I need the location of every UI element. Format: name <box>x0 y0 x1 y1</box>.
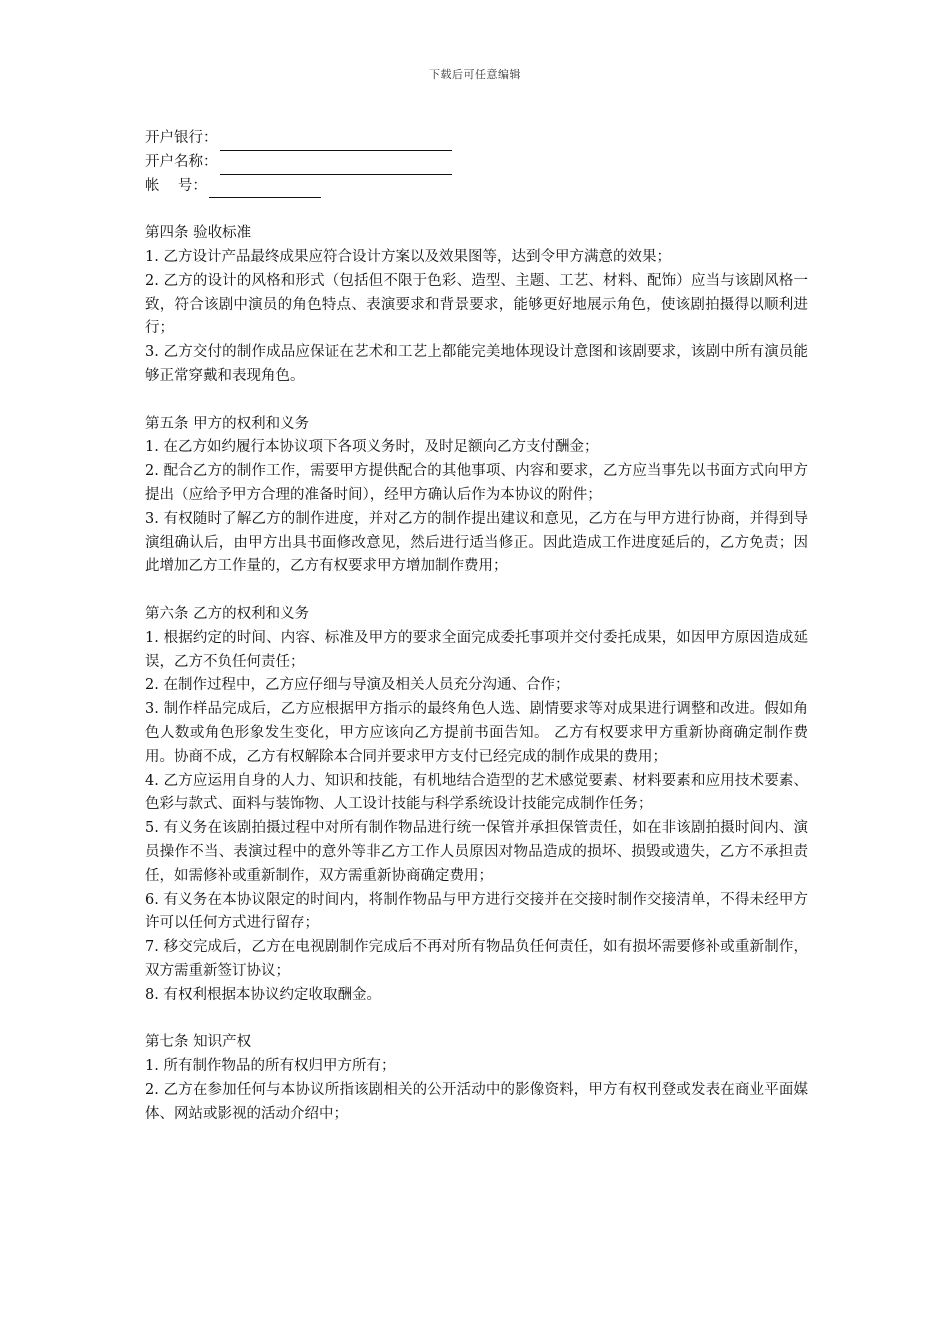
bank-name-blank[interactable] <box>220 133 452 151</box>
clause-item: 5. 有义务在该剧拍摄过程中对所有制作物品进行统一保管并承担保管责任，如在非该剧拍摄时间内、演员操作不当、表演过程中的意外等非乙方工作人员原因对物品造成的损坏、损毁或遗失，乙方不承担责任，如需修补或重新制作，双方需重新协商确定费用； <box>145 820 808 884</box>
account-number-field <box>145 175 808 199</box>
spacer <box>145 579 808 603</box>
section-intellectual-property <box>145 1031 808 1126</box>
section-party-b-rights <box>145 603 808 1008</box>
account-name-label: 开户名称： <box>145 153 218 170</box>
section-title: 第七条 知识产权 <box>145 1034 252 1051</box>
clause-item: 6. 有义务在本协议限定的时间内，将制作物品与甲方进行交接并在交接时制作交接清单，不得未经甲方许可以任何方式进行留存； <box>145 891 808 932</box>
account-number-label: 帐 号： <box>145 177 207 194</box>
spacer <box>145 198 808 222</box>
clause-item: 1. 根据约定的时间、内容、标准及甲方的要求全面完成委托事项并交付委托成果，如因甲方原因造成延误，乙方不负任何责任； <box>145 629 808 670</box>
clause-item: 8. 有权利根据本协议约定收取酬金。 <box>145 986 381 1003</box>
clause-item: 4. 乙方应运用自身的人力、知识和技能，有机地结合造型的艺术感觉要素、材料要素和应用技术要素、色彩与款式、面料与装饰物、人工设计技能与科学系统设计技能完成制作任务； <box>145 772 808 813</box>
clause-item: 1. 在乙方如约履行本协议项下各项义务时，及时足额向乙方支付酬金； <box>145 439 599 456</box>
clause-item: 3. 制作样品完成后，乙方应根据甲方指示的最终角色人选、剧情要求等对成果进行调整和改进。假如角色人数或角色形象发生变化，甲方应该向乙方提前书面告知。 乙方有权要求甲方重新协商确定制作费用。协商不成，乙方有权解除本合同并要求甲方支付已经完成的制作成果的费用； <box>145 701 808 765</box>
section-title: 第六条 乙方的权利和义务 <box>145 605 310 622</box>
section-party-a-rights <box>145 413 808 580</box>
section-title: 第四条 验收标准 <box>145 225 252 242</box>
bank-name-field <box>145 127 808 151</box>
clause-item: 7. 移交完成后，乙方在电视剧制作完成后不再对所有物品负任何责任，如有损坏需要修补或重新制作，双方需重新签订协议； <box>145 939 808 979</box>
account-name-blank[interactable] <box>220 157 452 175</box>
clause-item: 2. 配合乙方的制作工作，需要甲方提供配合的其他事项、内容和要求，乙方应当事先以书面方式向甲方提出（应给予甲方合理的准备时间），经甲方确认后作为本协议的附件； <box>145 463 808 503</box>
clause-item: 2. 乙方的设计的风格和形式（包括但不限于色彩、造型、主题、工艺、材料、配饰）应当与该剧风格一致，符合该剧中演员的角色特点、表演要求和背景要求，能够更好地展示角色，使该剧拍摄得以顺利进行； <box>145 272 808 337</box>
spacer <box>145 1007 808 1031</box>
clause-item: 3. 乙方交付的制作成品应保证在艺术和工艺上都能完美地体现设计意图和该剧要求，该剧中所有演员能够正常穿戴和表现角色。 <box>145 344 808 384</box>
clause-item: 2. 乙方在参加任何与本协议所指该剧相关的公开活动中的影像资料，甲方有权刊登或发表在商业平面媒体、网站或影视的活动介绍中； <box>145 1081 808 1122</box>
clause-item: 1. 乙方设计产品最终成果应符合设计方案以及效果图等，达到令甲方满意的效果； <box>145 248 671 265</box>
section-acceptance-standards <box>145 222 808 389</box>
account-name-field <box>145 151 808 175</box>
section-title: 第五条 甲方的权利和义务 <box>145 415 310 432</box>
account-number-blank[interactable] <box>209 180 321 198</box>
document-body <box>145 127 808 1126</box>
clause-item: 2. 在制作过程中，乙方应仔细与导演及相关人员充分沟通、合作； <box>145 677 570 694</box>
spacer <box>145 389 808 413</box>
clause-item: 1. 所有制作物品的所有权归甲方所有； <box>145 1058 396 1075</box>
bank-name-label: 开户银行： <box>145 130 218 146</box>
clause-item: 3. 有权随时了解乙方的制作进度，并对乙方的制作提出建议和意见，乙方在与甲方进行协商，并得到导演组确认后，由甲方出具书面修改意见，然后进行适当修正。因此造成工作进度延后的，乙方免责；因此增加乙方工作量的，乙方有权要求甲方增加制作费用； <box>145 510 808 575</box>
page-header: 下载后可任意编辑 <box>429 68 521 81</box>
